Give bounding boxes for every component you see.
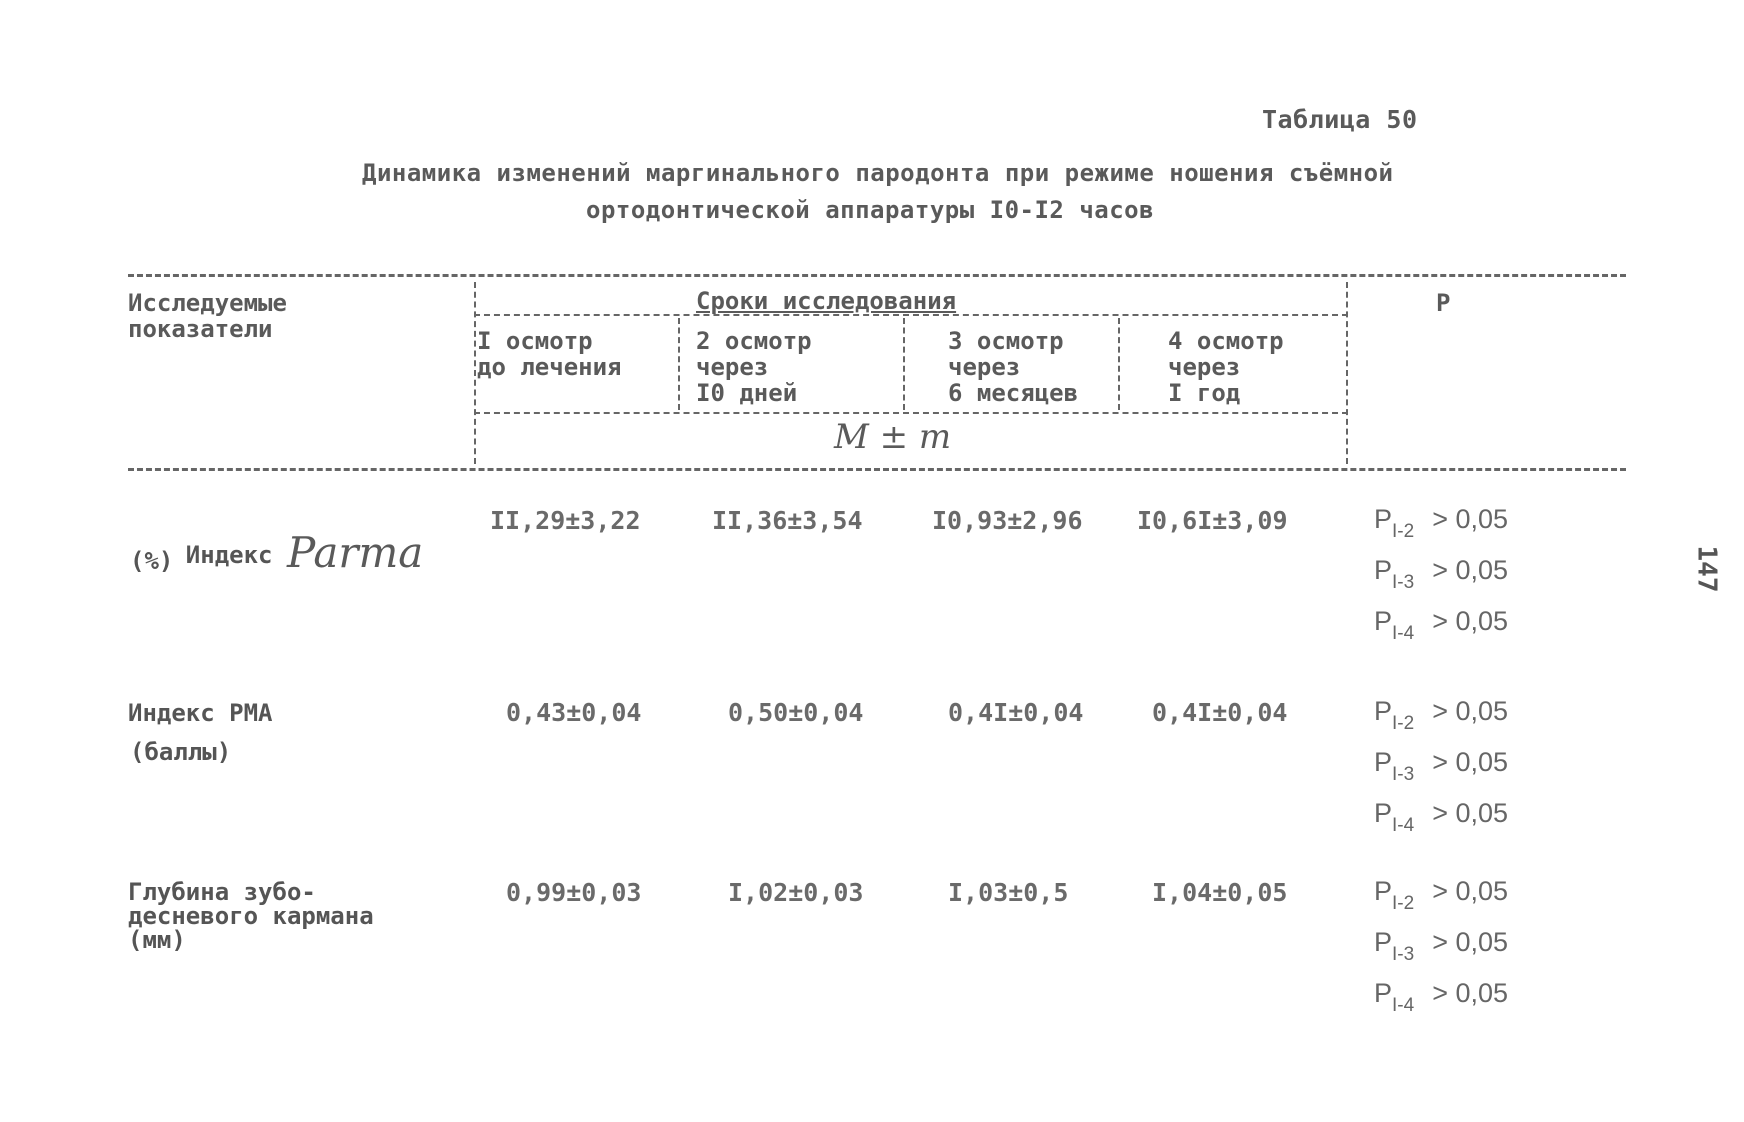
col-divider-right xyxy=(1346,282,1348,464)
table-title-line1: Динамика изменений маргинального пародонта при режиме ношения съёмной xyxy=(362,159,1394,187)
row-3-value-3: I,03±0,5 xyxy=(948,878,1069,907)
row-1-value-3: I0,93±2,96 xyxy=(932,506,1083,535)
row-2-value-4: 0,4I±0,04 xyxy=(1152,698,1288,727)
row-1-label-text: Индекс xyxy=(185,541,287,569)
row-1-p-1: $P_{I-2} > 0,05$ xyxy=(1374,504,1509,542)
row-3-value-2: I,02±0,03 xyxy=(728,878,864,907)
row-2-p-1: $P_{I-2} > 0,05$ xyxy=(1374,696,1509,734)
row-3-p-3: $P_{I-4} > 0,05$ xyxy=(1374,978,1509,1016)
row-3-value-4: I,04±0,05 xyxy=(1152,878,1288,907)
table-top-rule xyxy=(128,274,1626,277)
row-1-value-2: II,36±3,54 xyxy=(712,506,863,535)
row-2-label-unit: (баллы) xyxy=(130,738,232,766)
row-1-label-handwritten: Parma xyxy=(286,528,424,577)
row-1-value-4: I0,6I±3,09 xyxy=(1137,506,1288,535)
row-1-label-unit: (%) xyxy=(130,547,174,575)
header-p: P xyxy=(1436,289,1451,317)
page-number: 147 xyxy=(1691,545,1722,593)
row-1-value-1: II,29±3,22 xyxy=(490,506,641,535)
row-2-p-2: $P_{I-3} > 0,05$ xyxy=(1374,747,1509,785)
header-visit-4: 4 осмотр через I год xyxy=(1168,327,1284,407)
header-indicators: Исследуемые показатели xyxy=(128,289,287,343)
row-2-p-3: $P_{I-4} > 0,05$ xyxy=(1374,798,1509,836)
visits-underline xyxy=(474,412,1348,414)
row-2-value-2: 0,50±0,04 xyxy=(728,698,864,727)
visit-divider-3 xyxy=(1118,318,1120,410)
row-3-value-1: 0,99±0,03 xyxy=(506,878,642,907)
visit-divider-2 xyxy=(903,318,905,410)
table-title-line2: ортодонтической аппаратуры I0-I2 часов xyxy=(586,196,1155,224)
header-visit-1: I осмотр до лечения xyxy=(477,327,622,381)
col-divider-left xyxy=(474,282,476,464)
row-1-p-2: $P_{I-3} > 0,05$ xyxy=(1374,555,1509,593)
row-2-value-3: 0,4I±0,04 xyxy=(948,698,1084,727)
header-visit-3: 3 осмотр через 6 месяцев xyxy=(948,327,1079,407)
header-stat: M ± m xyxy=(834,417,952,457)
visit-divider-1 xyxy=(678,318,680,410)
header-bottom-rule xyxy=(128,468,1626,471)
row-2-label: Индекс РМА xyxy=(128,699,273,727)
header-periods: Сроки исследования xyxy=(696,287,957,315)
row-3-p-2: $P_{I-3} > 0,05$ xyxy=(1374,927,1509,965)
row-3-p-1: $P_{I-2} > 0,05$ xyxy=(1374,876,1509,914)
table-label: Таблица 50 xyxy=(1262,105,1418,134)
row-2-value-1: 0,43±0,04 xyxy=(506,698,642,727)
row-1-p-3: $P_{I-4} > 0,05$ xyxy=(1374,606,1509,644)
header-visit-2: 2 осмотр через I0 дней xyxy=(696,327,812,407)
row-3-label: Глубина зубо- десневого кармана (мм) xyxy=(128,878,374,954)
